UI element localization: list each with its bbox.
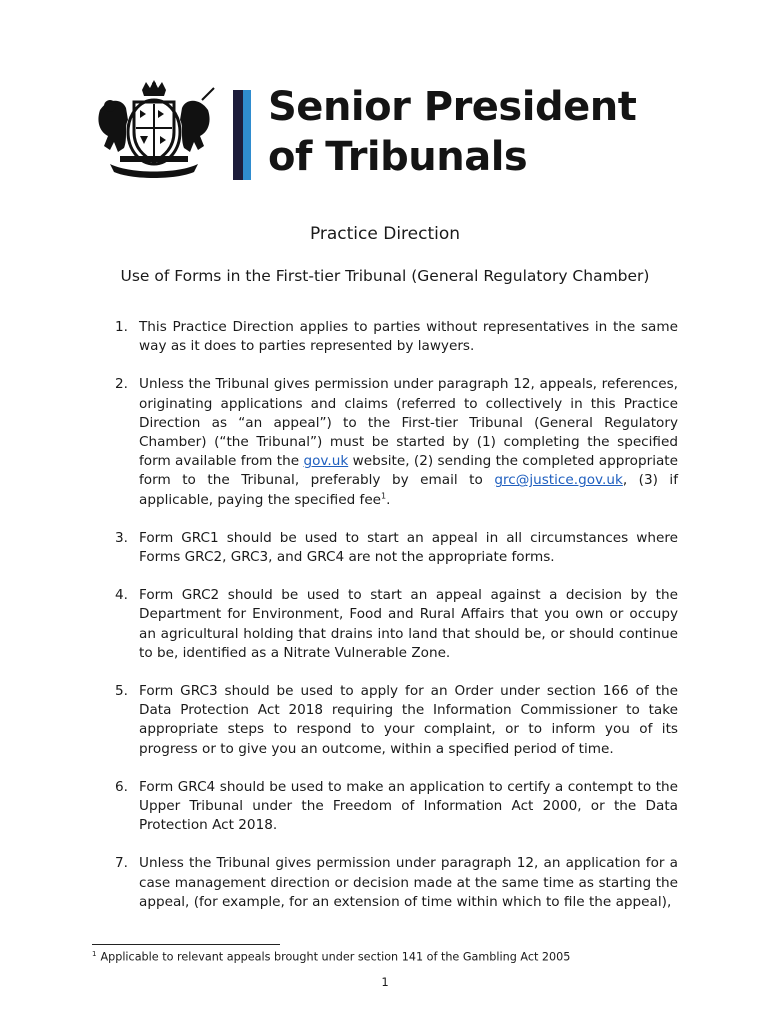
brand-bar — [233, 90, 255, 180]
paragraph-7 — [108, 854, 678, 912]
brand-bar-blue — [243, 90, 251, 180]
page-number: 1 — [381, 975, 389, 989]
footnote — [92, 950, 570, 964]
paragraph-5 — [108, 682, 678, 759]
footnote-divider — [92, 944, 280, 945]
organisation-name-line1: Senior President — [268, 84, 637, 130]
paragraph-number: 6. — [115, 778, 128, 795]
paragraph-number: 4. — [115, 587, 128, 604]
gov-uk-link[interactable]: gov.uk — [303, 453, 349, 470]
paragraph-number: 2. — [115, 376, 128, 393]
header-logo — [90, 80, 690, 185]
paragraph-text-part-c: , (3) if applicable, paying the specified fee — [139, 472, 678, 508]
paragraph-2 — [108, 375, 678, 509]
paragraph-text-part-b: website, (2) sending the completed appropriate form to the Tribunal, preferably by email to — [139, 453, 679, 489]
brand-bar-dark — [233, 90, 243, 180]
paragraph-number: 1. — [115, 319, 128, 335]
paragraph-text: Unless the Tribunal gives permission under paragraph 12, an application for a case management direction or decision made at the same time as starting the appeal, (for example, for an extension of time within which to file the appeal), — [139, 855, 678, 910]
paragraph-text: This Practice Direction applies to parties without representatives in the same way as it does to parties represented by lawyers. — [139, 319, 678, 355]
royal-coat-of-arms-icon — [90, 80, 218, 180]
paragraph-1 — [108, 318, 678, 356]
footnote-text: Applicable to relevant appeals brought under section 141 of the Gambling Act 2005 — [100, 950, 571, 964]
footnote-reference[interactable]: 1 — [381, 491, 387, 501]
document-title: Practice Direction — [309, 224, 461, 244]
paragraph-text: Form GRC3 should be used to apply for an Order under section 166 of the Data Protection Act 2018 requiring the Information Commissioner to take appropriate steps to respond to your complaint, or to inform you of its progress or to give you an outcome, within a specified period of time. — [139, 683, 678, 757]
organisation-name — [268, 82, 636, 182]
numbered-paragraphs — [108, 318, 678, 931]
paragraph-text: Form GRC1 should be used to start an appeal in all circumstances where Forms GRC2, GRC3, and GRC4 are not the appropriate forms. — [139, 529, 678, 566]
paragraph-text: Form GRC2 should be used to start an appeal against a decision by the Department for Environment, Food and Rural Affairs that you own or occupy an agricultural holding that drains into land that should be, or should continue to be, identified as a Nitrate Vulnerable Zone. — [139, 587, 678, 661]
paragraph-number: 3. — [115, 529, 128, 546]
paragraph-text: Form GRC4 should be used to make an application to certify a contempt to the Upper Tribunal under the Freedom of Information Act 2000, or the Data Protection Act 2018. — [139, 778, 678, 834]
organisation-name-line2: of Tribunals — [268, 134, 528, 180]
paragraph-number: 5. — [115, 683, 128, 700]
grc-email-link[interactable]: grc@justice.gov.uk — [494, 472, 623, 489]
paragraph-text-part-d: . — [386, 491, 391, 508]
paragraph-3 — [108, 529, 678, 567]
footnote-marker: 1 — [92, 950, 97, 958]
paragraph-4 — [108, 586, 678, 663]
paragraph-text-part-a: Unless the Tribunal gives permission under paragraph 12, appeals, references, originating applications and claims (referred to collectively in this Practice Direction as “an appeal”) to the First-tier Tribunal (General Regulatory Chamber) (“the Tribunal”) must be started by (1) completing the specified form available from the — [139, 376, 678, 470]
paragraph-number: 7. — [115, 855, 128, 872]
paragraph-6 — [108, 778, 678, 836]
document-subtitle: Use of Forms in the First-tier Tribunal (General Regulatory Chamber) — [120, 267, 650, 285]
